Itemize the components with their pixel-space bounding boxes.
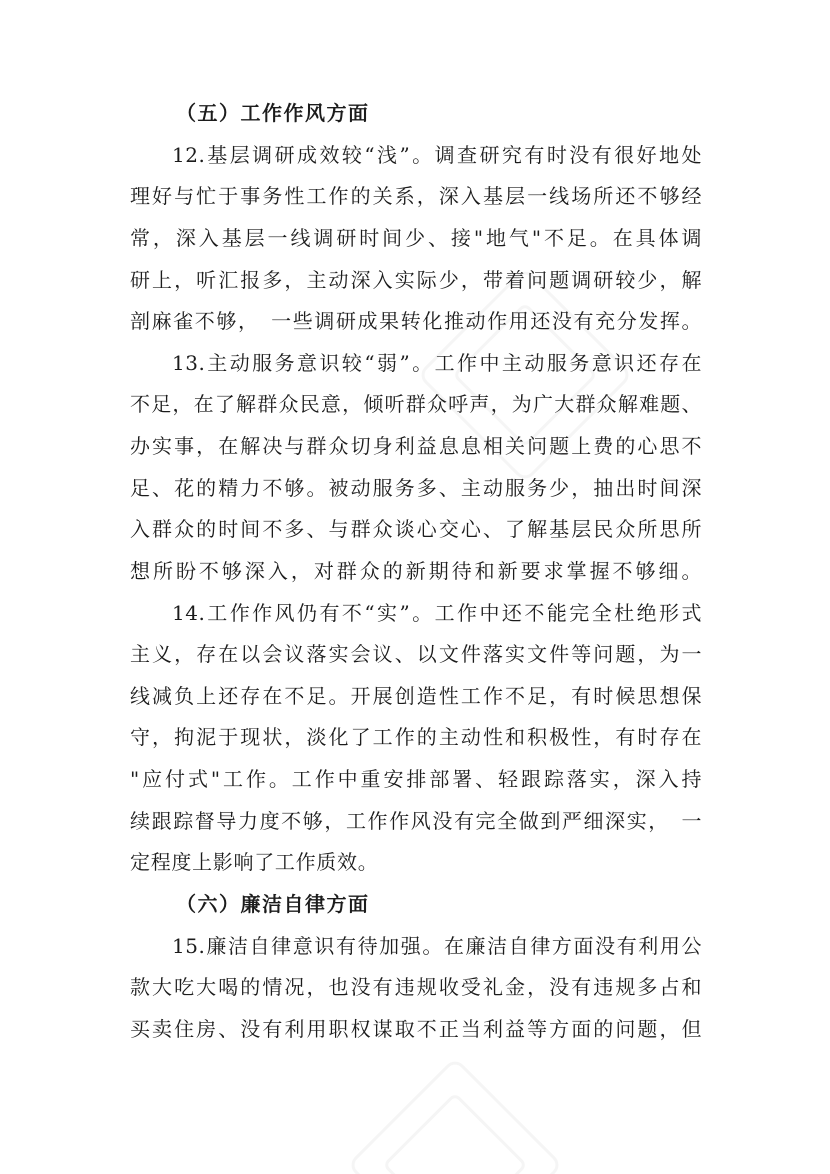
text-line: 13.主动服务意识较“弱”。工作中主动服务意识还存在 <box>172 350 702 375</box>
paragraph-14 <box>130 593 702 884</box>
text-line: 15.廉洁自律意识有待加强。在廉洁自律方面没有利用公 <box>172 933 702 958</box>
text-line: 办实事，在解决与群众切身利益息息相关问题上费的心思不 <box>130 434 702 458</box>
text-line: 常，深入基层一线调研时间少、接"地气"不足。在具体调 <box>130 225 702 250</box>
text-line: 足、花的精力不够。被动服务多、主动服务少，抽出时间深 <box>130 475 702 500</box>
document-body <box>130 93 702 1050</box>
text-line: 定程度上影响了工作质效。 <box>130 850 379 875</box>
section-heading-5: （五）工作作风方面 <box>176 101 370 125</box>
text-line: 想所盼不够深入，对群众的新期待和新要求掌握不够细。 <box>130 558 702 583</box>
paragraph-13 <box>130 343 702 593</box>
text-line: "应付式"工作。工作中重安排部署、轻跟踪落实，深入持 <box>130 767 702 791</box>
text-line: 研上，听汇报多，主动深入实际少，带着问题调研较少，解 <box>130 267 702 292</box>
text-line: 款大吃大喝的情况，也没有违规收受礼金，没有违规多占和 <box>130 975 702 1000</box>
text-line: 理好与忙于事务性工作的关系，深入基层一线场所还不够经 <box>130 184 702 209</box>
text-line: 14.工作作风仍有不“实”。工作中还不能完全杜绝形式 <box>172 600 702 625</box>
text-line: 线减负上还存在不足。开展创造性工作不足，有时候思想保 <box>130 683 702 708</box>
section-heading-6: （六）廉洁自律方面 <box>176 891 370 916</box>
text-line: 剖麻雀不够， 一些调研成果转化推动作用还没有充分发挥。 <box>130 309 702 334</box>
text-line: 守，拘泥于现状，淡化了工作的主动性和积极性，有时存在 <box>130 725 702 750</box>
text-line: 入群众的时间不多、与群众谈心交心、了解基层民众所思所 <box>130 517 702 542</box>
paragraph-15 <box>130 926 702 1051</box>
text-line: 12.基层调研成效较“浅”。调查研究有时没有很好地处 <box>172 142 702 167</box>
text-line: 续跟踪督导力度不够，工作作风没有完全做到严细深实， 一 <box>130 808 702 833</box>
text-line: 买卖住房、没有利用职权谋取不正当利益等方面的问题，但 <box>130 1016 702 1041</box>
text-line: 不足，在了解群众民意，倾听群众呼声，为广大群众解难题、 <box>130 392 702 417</box>
text-line: 主义，存在以会议落实会议、以文件落实文件等问题，为一 <box>130 642 702 667</box>
paragraph-12 <box>130 135 702 343</box>
